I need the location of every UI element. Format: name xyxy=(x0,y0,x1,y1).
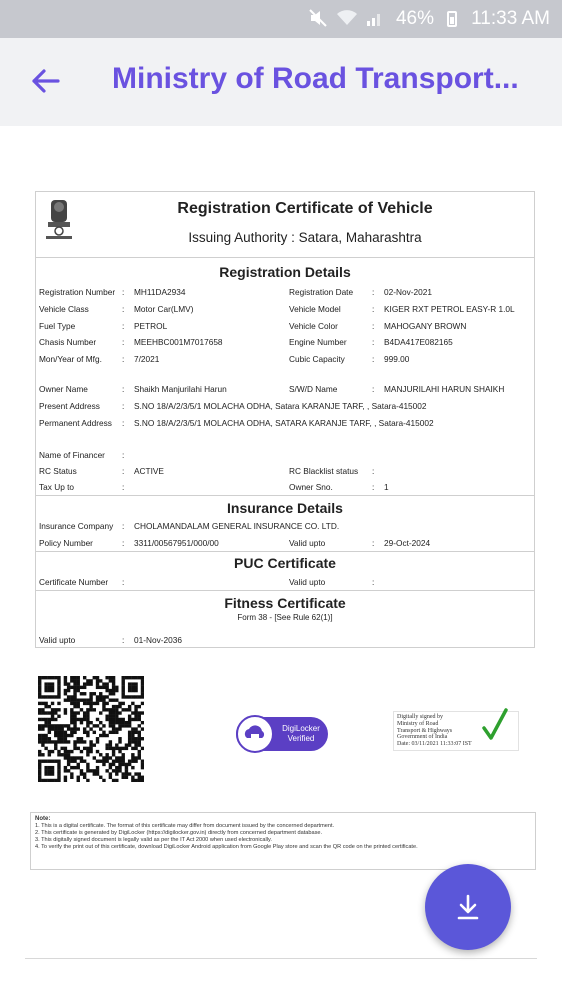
policy-row xyxy=(36,537,534,549)
insurance-valid-label: Valid upto xyxy=(289,538,326,548)
certificate-title: Registration Certificate of Vehicle xyxy=(177,200,433,217)
separator: : xyxy=(122,577,125,587)
policy-number-label: Policy Number xyxy=(39,538,93,548)
row-label: Registration Number xyxy=(39,287,116,297)
rc-status-label: RC Status xyxy=(39,466,77,476)
financer-label: Name of Financer xyxy=(39,450,105,460)
separator: : xyxy=(122,384,125,394)
puc-heading: PUC Certificate xyxy=(234,555,336,571)
insurance-company-row xyxy=(36,520,534,532)
download-icon xyxy=(454,893,482,921)
row-value: Motor Car(LMV) xyxy=(134,304,194,314)
separator: : xyxy=(122,521,125,531)
separator: : xyxy=(122,287,125,297)
divider xyxy=(36,551,534,552)
insurance-details-heading: Insurance Details xyxy=(227,500,343,516)
download-button[interactable] xyxy=(425,864,511,950)
separator: : xyxy=(372,466,375,476)
row-value: MEEHBC001M7017658 xyxy=(134,337,223,347)
puc-row xyxy=(36,576,534,588)
status-bar xyxy=(0,0,562,38)
separator: : xyxy=(122,450,125,460)
page-title: Ministry of Road Transport... xyxy=(112,62,519,95)
note-line: 2. This certificate is generated by DigiLocker (https://digilocker.gov.in) directly from concerned department database. xyxy=(35,830,323,836)
fitness-valid-label: Valid upto xyxy=(39,635,76,645)
fitness-subheading: Form 38 - [See Rule 62(1)] xyxy=(237,613,333,622)
owner-name-value: Shaikh Manjurilahi Harun xyxy=(134,384,227,394)
row-label: Vehicle Color xyxy=(289,321,338,331)
registration-row xyxy=(36,303,534,315)
separator: : xyxy=(372,321,375,331)
battery-icon xyxy=(447,11,457,27)
separator: : xyxy=(372,304,375,314)
separator: : xyxy=(372,287,375,297)
separator: : xyxy=(372,354,375,364)
separator: : xyxy=(122,635,125,645)
separator: : xyxy=(122,354,125,364)
signature-line: Transport & Highways xyxy=(397,727,453,734)
fitness-row xyxy=(36,634,534,646)
row-label: Mon/Year of Mfg. xyxy=(39,354,102,364)
row-label: Fuel Type xyxy=(39,321,76,331)
policy-number-value: 3311/00567951/000/00 xyxy=(134,538,219,548)
registration-row xyxy=(36,320,534,332)
row-value: MH11DA2934 xyxy=(134,287,186,297)
divider xyxy=(25,958,537,959)
owner-sno-value: 1 xyxy=(384,482,389,492)
row-label: Engine Number xyxy=(289,337,347,347)
arrow-left-icon[interactable] xyxy=(28,64,62,98)
note-line: 1. This is a digital certificate. The format of this certificate may differ from document issued by the concerned department. xyxy=(35,823,335,829)
fitness-valid-value: 01-Nov-2036 xyxy=(134,635,182,645)
signature-line: Digitally signed by xyxy=(397,714,443,720)
puc-valid-label: Valid upto xyxy=(289,577,326,587)
row-value: B4DA417E082165 xyxy=(384,337,453,347)
row-label: Registration Date xyxy=(289,287,354,297)
status-icons xyxy=(308,8,384,28)
separator: : xyxy=(122,418,125,428)
registration-row xyxy=(36,286,534,298)
wifi-icon xyxy=(336,9,358,27)
row-value: MAHOGANY BROWN xyxy=(384,321,467,331)
owner-sno-label: Owner Sno. xyxy=(289,482,333,492)
permanent-address-row xyxy=(36,417,534,429)
registration-row xyxy=(36,336,534,348)
separator: : xyxy=(122,304,125,314)
row-label: Chasis Number xyxy=(39,337,97,347)
owner-row xyxy=(36,383,534,395)
app-bar xyxy=(0,38,562,126)
signature-line: Government of India xyxy=(397,734,448,741)
note-line: 3. This digitally signed document is legally valid as per the IT Act 2000 when used electronically. xyxy=(35,837,272,843)
row-value: 7/2021 xyxy=(134,354,160,364)
separator: : xyxy=(122,538,125,548)
owner-name-label: Owner Name xyxy=(39,384,88,394)
row-value: PETROL xyxy=(134,321,168,331)
clock: 11:33 AM xyxy=(471,8,550,29)
digilocker-verified-badge[interactable] xyxy=(236,717,328,751)
registration-certificate xyxy=(35,191,535,648)
digital-signature xyxy=(393,711,519,751)
present-address-value: S.NO 18/A/2/3/5/1 MOLACHA ODHA, Satara KARANJE TARF, , Satara-415002 xyxy=(134,401,427,411)
blacklist-label: RC Blacklist status xyxy=(289,466,359,476)
present-address-row xyxy=(36,400,534,412)
digilocker-logo-icon xyxy=(236,715,274,753)
tax-row xyxy=(36,481,534,493)
note-line: 4. To verify the print out of this certificate, download DigiLocker Android application from Google Play store and scan the QR code on the printed certificate. xyxy=(35,844,418,850)
tax-label: Tax Up to xyxy=(39,482,75,492)
insurance-valid-value: 29-Oct-2024 xyxy=(384,538,431,548)
signature-line: Date: 03/11/2021 11:33:07 IST xyxy=(397,741,472,748)
separator: : xyxy=(122,482,125,492)
signature-line: Ministry of Road xyxy=(397,720,439,727)
financer-row xyxy=(36,449,534,461)
row-label: Vehicle Model xyxy=(289,304,341,314)
divider xyxy=(36,257,534,258)
present-address-label: Present Address xyxy=(39,401,100,411)
row-label: Cubic Capacity xyxy=(289,354,345,364)
check-icon xyxy=(482,708,508,742)
registration-details-heading: Registration Details xyxy=(219,264,351,280)
permanent-address-value: S.NO 18/A/2/3/5/1 MOLACHA ODHA, SATARA KARANJE TARF, , Satara-415002 xyxy=(134,418,434,428)
digilocker-label: DigiLocker xyxy=(282,724,320,733)
verified-label: Verified xyxy=(287,734,315,743)
separator: : xyxy=(372,538,375,548)
separator: : xyxy=(372,482,375,492)
separator: : xyxy=(372,337,375,347)
row-value: KIGER RXT PETROL EASY-R 1.0L xyxy=(384,304,515,314)
signal-icon xyxy=(366,9,384,27)
divider xyxy=(36,590,534,591)
separator: : xyxy=(372,384,375,394)
permanent-address-label: Permanent Address xyxy=(39,418,112,428)
insurance-company-value: CHOLAMANDALAM GENERAL INSURANCE CO. LTD. xyxy=(134,521,340,531)
separator: : xyxy=(122,321,125,331)
rc-status-value: ACTIVE xyxy=(134,466,164,476)
swd-value: MANJURILAHI HARUN SHAIKH xyxy=(384,384,505,394)
swd-label: S/W/D Name xyxy=(289,384,338,394)
qr-code-icon xyxy=(38,676,144,782)
battery-percent: 46% xyxy=(395,8,434,29)
mute-icon xyxy=(308,8,328,28)
note-box xyxy=(30,812,536,870)
separator: : xyxy=(122,401,125,411)
insurance-company-label: Insurance Company xyxy=(39,521,114,531)
separator: : xyxy=(122,337,125,347)
fitness-heading: Fitness Certificate xyxy=(224,595,346,611)
issuing-authority: Issuing Authority : Satara, Maharashtra xyxy=(188,230,422,245)
puc-certificate-label: Certificate Number xyxy=(39,577,109,587)
note-title: Note: xyxy=(35,816,51,822)
divider xyxy=(36,495,534,496)
separator: : xyxy=(122,466,125,476)
row-value: 02-Nov-2021 xyxy=(384,287,432,297)
separator: : xyxy=(372,577,375,587)
rc-status-row xyxy=(36,465,534,477)
digilocker-text xyxy=(276,724,326,744)
row-value: 999.00 xyxy=(384,354,410,364)
registration-row xyxy=(36,353,534,365)
row-label: Vehicle Class xyxy=(39,304,89,314)
